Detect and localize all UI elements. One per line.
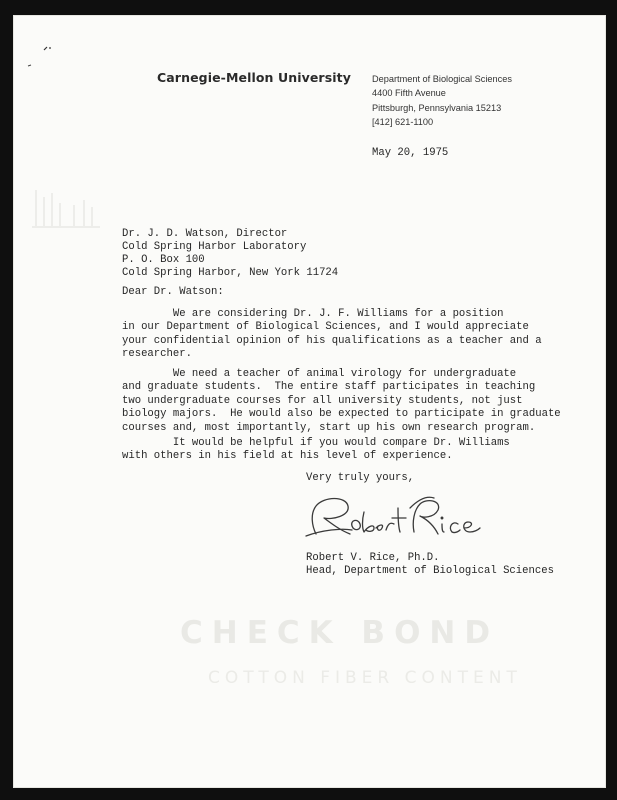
pen-marks-icon (20, 44, 60, 74)
letterhead-institution: Carnegie-Mellon University (157, 70, 351, 85)
signature-text (302, 486, 308, 487)
recipient-line-1: Dr. J. D. Watson, Director (122, 228, 288, 240)
signer-title: Head, Department of Biological Sciences (306, 565, 554, 578)
signature-block (306, 552, 554, 579)
inside-address (122, 228, 338, 280)
paper-watermark: CHECK BOND (180, 615, 500, 651)
body-paragraph-1: We are considering Dr. J. F. Williams for a position in our Department of Biological Sciences, and I would appreciate your confidential opinion of his qualifications as a teacher and a researcher. (122, 308, 542, 361)
recipient-line-2: Cold Spring Harbor Laboratory (122, 241, 307, 253)
recipient-line-3: P. O. Box 100 (122, 254, 205, 266)
complimentary-closing: Very truly yours, (306, 472, 415, 484)
letter-date: May 20, 1975 (372, 147, 449, 159)
letterhead-department: Department of Biological Sciences (372, 74, 512, 84)
paper-watermark-subtitle: COTTON FIBER CONTENT (208, 668, 522, 688)
signer-name: Robert V. Rice, Ph.D. (306, 552, 440, 564)
letterhead-street: 4400 Fifth Avenue (372, 88, 446, 99)
body-paragraph-3: It would be helpful if you would compare Dr. Williams with others in his field at his level of experience. (122, 437, 510, 463)
recipient-line-4: Cold Spring Harbor, New York 11724 (122, 267, 339, 279)
embossed-seal-icon (26, 185, 106, 230)
handwritten-signature (302, 486, 492, 548)
salutation: Dear Dr. Watson: (122, 286, 224, 298)
body-paragraph-2: We need a teacher of animal virology for undergraduate and graduate students. The entire staff participates in teaching two undergraduate courses for all university students, not just biology majors. He would also be expected to participate in graduate courses and, most importantly, start up his own research program. (122, 368, 561, 434)
letterhead-phone: [412] 621-1100 (372, 116, 434, 127)
letterhead-city: Pittsburgh, Pennsylvania 15213 (372, 102, 502, 113)
letterhead-address (372, 72, 512, 129)
